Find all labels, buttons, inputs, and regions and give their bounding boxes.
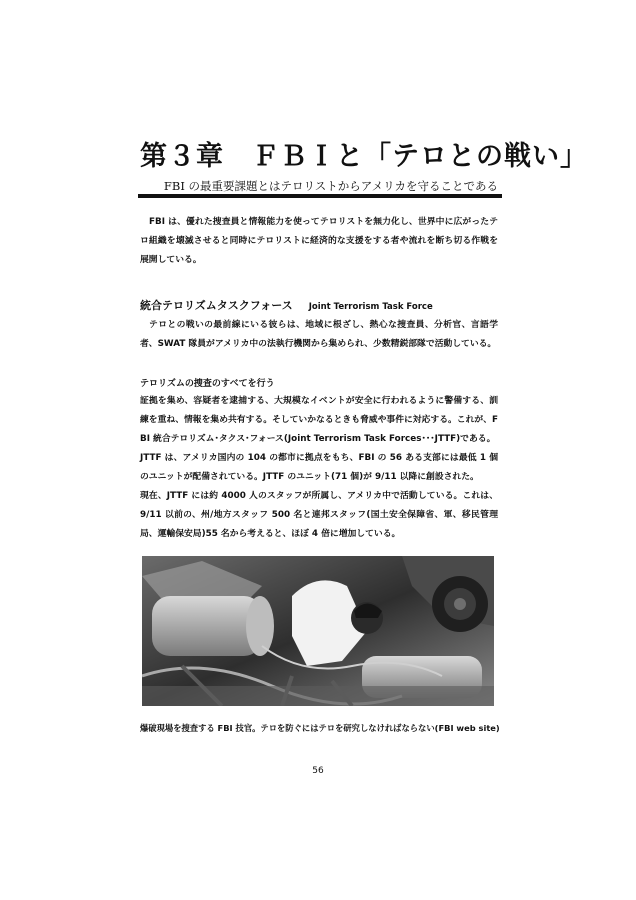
- section-heading-en: Joint Terrorism Task Force: [308, 302, 433, 312]
- blast-site-photo-illustration: [142, 556, 494, 706]
- subsection-heading: テロリズムの捜査のすべてを行う: [140, 379, 275, 389]
- subsection-body: [140, 392, 498, 544]
- chapter-title: 第３章 ＦＢＩと「テロとの戦い」: [140, 141, 588, 172]
- intro-paragraph: FBI は、優れた捜査員と情報能力を使ってテロリストを無力化し、世界中に広がったテロ組織を壊滅させると同時にテロリストに経済的な支援をする者や流れを断ち切る作戦を展開している。: [140, 217, 498, 265]
- subsection-paragraph: 現在、JTTF には約 4000 人のスタッフが所属し、アメリカ中で活動している。これは、9/11 以前の、州/地方スタッフ 500 名と連邦スタッフ(国土安全保障省、軍、移民管理局、運輸保安局)55 名から考えると、ほぼ 4 倍に増加している。: [140, 491, 498, 539]
- page-number: 56: [312, 766, 324, 776]
- section-paragraph: テロとの戦いの最前線にいる彼らは、地域に根ざし、熱心な捜査員、分析官、言語学者、SWAT 隊員がアメリカ中の法執行機関から集められ、少数精鋭部隊で活動している。: [140, 320, 498, 349]
- blast-site-photo: [142, 556, 494, 706]
- title-rule: [138, 194, 502, 198]
- chapter-subtitle: FBI の最重要課題とはテロリストからアメリカを守ることである: [163, 179, 498, 193]
- photo-caption: 爆破現場を捜査する FBI 技官。テロを防ぐにはテロを研究しなければならない(FBI web site): [140, 723, 500, 733]
- subsection-paragraph: 証拠を集め、容疑者を逮捕する、大規模なイベントが安全に行われるように警備する、訓練を重ね、情報を集め共有する。そしていかなるときも脅威や事件に対応する。これが、FBI 統合テロリズム･タクス･フォース(Joint Terrorism Task Forces･･･JTTF)である。: [140, 396, 498, 444]
- subsection-paragraph: JTTF は、アメリカ国内の 104 の都市に拠点をもち、FBI の 56 ある支部には最低 1 個のユニットが配備されている。JTTF のユニット(71 個)が 9/11 以降に創設された。: [140, 453, 498, 482]
- section-heading-jp: 統合テロリズムタスクフォース: [140, 299, 293, 312]
- section-heading: [140, 294, 433, 313]
